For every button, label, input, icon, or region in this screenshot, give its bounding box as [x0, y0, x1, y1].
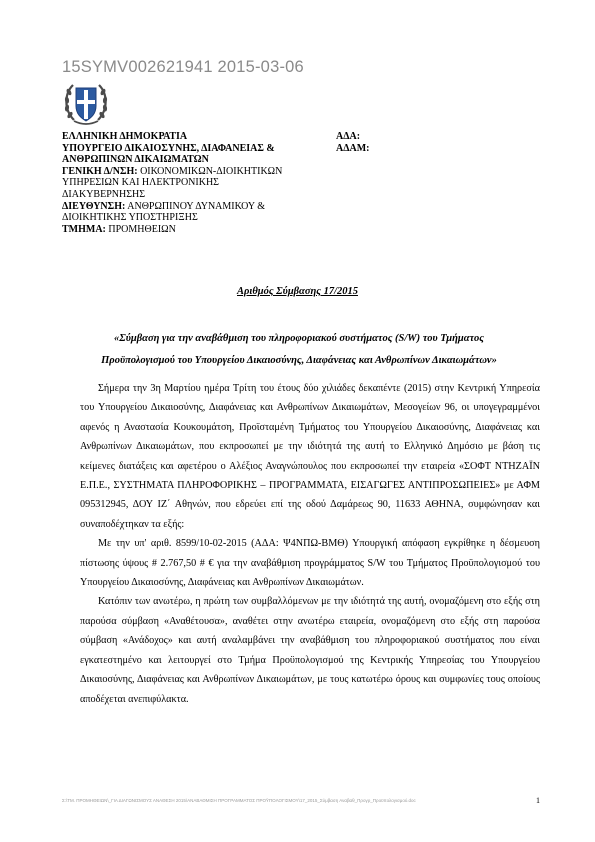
paragraph-assignment: Κατόπιν των ανωτέρω, η πρώτη των συμβαλλόμενων με την ιδιότητά της αυτή, ονομαζόμενη στο εξής στη παρούσα σύμβαση «Αναθέτουσα», αναθέτει στην ανωτέρω εταιρεία, ονομαζόμενη στο εξής στη παρούσα σύμβαση «Ανάδοχος» και αυτή αναλαμβάνει την αναβάθμιση του πληροφοριακού συστήματος που είναι εγκατεστημένο και λειτουργεί στο Τμήμα Προϋπολογισμού της Κεντρικής Υπηρεσίας του Υπουργείου Δικαιοσύνης, Διαφάνειας και Ανθρωπίνων Δικαιωμάτων, με τους κατωτέρω όρους και συμφωνίες τους οποίους αποδέχεται ανεπιφύλακτα. [80, 596, 540, 705]
republic-name: ΕΛΛΗΝΙΚΗ ΔΗΜΟΚΡΑΤΙΑ [62, 131, 188, 142]
general-directorate-label: ΓΕΝΙΚΗ Δ/ΝΣΗ: [62, 165, 138, 177]
paragraph-budget: Με την υπ' αριθ. 8599/10-02-2015 (ΑΔΑ: Ψ4ΝΠΩ-ΒΜΘ) Υπουργική απόφαση εγκρίθηκε η δέσμευση πίστωσης ύψους # 2.767,50 # € για την αναβάθμιση προγράμματος S/W του Τμήματος Προϋπολογισμού του Υπουργείου Δικαιοσύνης, Διαφάνειας και Ανθρωπίνων Δικαιωμάτων. [80, 538, 540, 589]
general-directorate-cont: ΥΠΗΡΕΣΙΩΝ ΚΑΙ ΗΛΕΚΤΡΟΝΙΚΗΣ [62, 177, 219, 189]
document-id-stamp: 15SYMV002621941 2015-03-06 [62, 58, 304, 76]
department [62, 224, 342, 236]
general-directorate-cont2: ΔΙΑΚΥΒΕΡΝΗΣΗΣ [62, 188, 146, 200]
directorate [62, 201, 342, 213]
ada-label: ΑΔΑ: [336, 131, 361, 142]
contract-subject-line1: «Σύμβαση για την αναβάθμιση του πληροφοριακού συστήματος (S/W) του Τμήματος [114, 333, 484, 344]
contract-subject [62, 328, 536, 372]
issuing-authority-header [62, 131, 342, 235]
adam-label: ΑΔΑΜ: [336, 142, 370, 154]
directorate-value: ΑΝΘΡΩΠΙΝΟΥ ΔΥΝΑΜΙΚΟΥ & [125, 200, 265, 212]
general-directorate [62, 166, 342, 178]
contract-subject-line2: Προϋπολογισμού του Υπουργείου Δικαιοσύνης, Διαφάνειας και Ανθρωπίνων Δικαιωμάτων» [101, 355, 497, 366]
department-value: ΠΡΟΜΗΘΕΙΩΝ [105, 223, 176, 235]
contract-number-title: Αριθμός Σύμβασης 17/2015 [237, 286, 358, 297]
department-label: ΤΜΗΜΑ: [62, 223, 106, 235]
footer-file-path: Σ:\ΤΜ. ΠΡΟΜΗΘΕΙΩΝ\_ΓΙΑ ΔΙΑΓΩΝΙΣΜΟΥΣ ΑΝΑΘΕΣΗ 2015\ΑΝΑΒΑΘΜΙΣΗ ΠΡΟΓΡΑΜΜΑΤΟΣ ΠΡΟΫΠΟΛΟΓΙΣΜΟΥ\17_2015_Σύμβαση Αναβαθ_Προγρ_Προϋπολογισμού.doc [62, 798, 416, 803]
ada-block [336, 131, 369, 154]
ministry-name: ΥΠΟΥΡΓΕΙΟ ΔΙΚΑΙΟΣΥΝΗΣ, ΔΙΑΦΑΝΕΙΑΣ & [62, 142, 275, 154]
contract-body [80, 379, 540, 709]
page-number: 1 [536, 796, 540, 805]
paragraph-parties: Σήμερα την 3η Μαρτίου ημέρα Τρίτη του έτους δύο χιλιάδες δεκαπέντε (2015) στην Κεντρική Υπηρεσία του Υπουργείου Δικαιοσύνης, Διαφάνειας και Ανθρωπίνων Δικαιωμάτων, Μεσογείων 96, οι υπογεγραμμένοι αφενός η Αναστασία Κουκουμάτση, Προϊσταμένη Τμήματος του Υπουργείου Δικαιοσύνης, Διαφάνειας και Ανθρωπίνων Δικαιωμάτων, που εκπροσωπεί με την ιδιότητά της αυτή το Ελληνικό Δημόσιο με βάση τις κείμενες διατάξεις και αφετέρου ο Αλέξιος Αναγνώπουλος που εκπροσωπεί την εταιρεία «ΣΟΦΤ ΝΤΗΖΑΪΝ Ε.Π.Ε., ΣΥΣΤΗΜΑΤΑ ΠΛΗΡΟΦΟΡΙΚΗΣ – ΠΡΟΓΡΑΜΜΑΤΑ, ΕΙΣΑΓΩΓΕΣ ΑΝΤΙΠΡΟΣΩΠΕΙΕΣ» με ΑΦΜ 095312945, ΔΟΥ ΙΖ΄ Αθηνών, που εδρεύει επί της οδού Δαμάρεως 90, 11633 ΑΘΗΝΑ, συμφώνησαν και συναποδέχτηκαν τα εξής: [80, 383, 540, 530]
directorate-label: ΔΙΕΥΘΥΝΣΗ: [62, 200, 126, 212]
greek-coat-of-arms-icon [62, 80, 110, 128]
general-directorate-value: ΟΙΚΟΝΟΜΙΚΩΝ-ΔΙΟΙΚΗΤΙΚΩΝ [137, 165, 283, 177]
ministry-name-cont: ΑΝΘΡΩΠΙΝΩΝ ΔΙΚΑΙΩΜΑΤΩΝ [62, 154, 209, 166]
directorate-cont: ΔΙΟΙΚΗΤΙΚΗΣ ΥΠΟΣΤΗΡΙΞΗΣ [62, 212, 198, 224]
